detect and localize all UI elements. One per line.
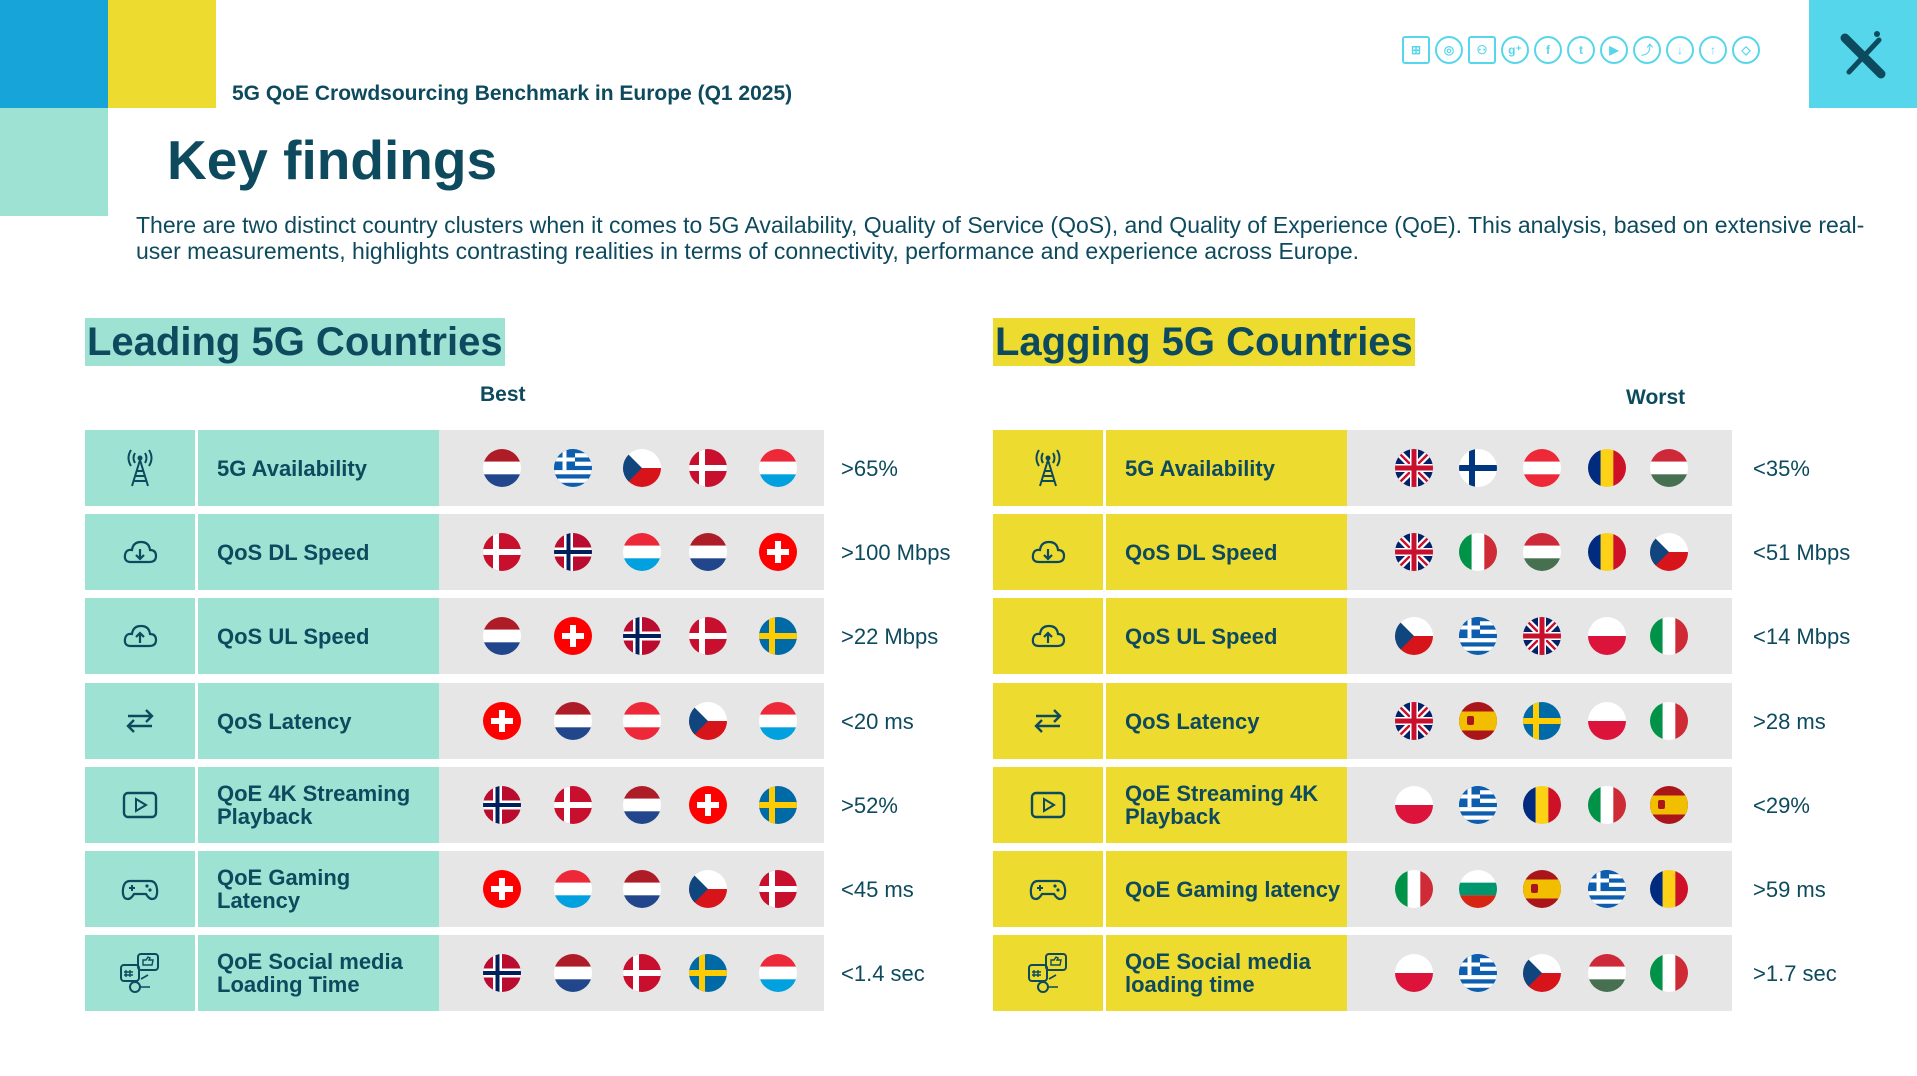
flag-se-icon — [759, 617, 797, 655]
flag-bg-icon — [1459, 870, 1497, 908]
lagging-row — [993, 767, 1732, 843]
metric-threshold-value: <20 ms — [841, 709, 914, 734]
flag-gb-icon — [1395, 449, 1433, 487]
intro-text: There are two distinct country clusters when it comes to 5G Availability, Quality of Service (QoS), and Quality of Experience (QoE). This analysis, based on extensive real-user measurements, highlights contrasting realities in terms of connectivity, performance and experience across Europe. — [136, 212, 1865, 264]
flag-dk-icon — [689, 617, 727, 655]
cloud-upload-icon — [993, 598, 1103, 674]
flag-cz-icon — [623, 449, 661, 487]
country-flags — [1347, 683, 1732, 759]
metric-threshold-value: <14 Mbps — [1753, 624, 1851, 649]
flag-ch-icon — [689, 786, 727, 824]
metric-label: QoS Latency — [1106, 683, 1347, 759]
country-flags — [1347, 430, 1732, 506]
metric-label: QoS DL Speed — [198, 514, 439, 590]
flag-cz-icon — [689, 870, 727, 908]
gamepad-icon — [85, 851, 195, 927]
flag-ro-icon — [1588, 533, 1626, 571]
leading-row — [85, 851, 824, 927]
page-title: Key findings — [167, 129, 498, 191]
flag-no-icon — [554, 533, 592, 571]
flag-dk-icon — [623, 954, 661, 992]
metric-threshold-value: >59 ms — [1753, 877, 1826, 902]
country-flags — [1347, 935, 1732, 1011]
social-media-icon — [993, 935, 1103, 1011]
flag-it-icon — [1459, 533, 1497, 571]
lagging-row — [993, 514, 1732, 590]
facebook-icon: f — [1534, 36, 1562, 64]
metric-threshold-value: >65% — [841, 456, 898, 481]
leading-row — [85, 430, 824, 506]
flag-pl-icon — [1588, 702, 1626, 740]
best-column-label: Best — [480, 383, 526, 406]
flag-es-icon — [1459, 702, 1497, 740]
report-title: 5G QoE Crowdsourcing Benchmark in Europe (Q1 2025) — [232, 82, 793, 105]
flag-gr-icon — [1459, 786, 1497, 824]
metric-threshold-value: <35% — [1753, 456, 1810, 481]
flag-nl-icon — [623, 786, 661, 824]
metric-threshold-value: >1.7 sec — [1753, 961, 1837, 986]
flag-pl-icon — [1588, 617, 1626, 655]
flag-lu-icon — [554, 870, 592, 908]
flag-se-icon — [759, 786, 797, 824]
flag-nl-icon — [554, 702, 592, 740]
flag-it-icon — [1588, 786, 1626, 824]
gamepad-icon: ⚇ — [1468, 36, 1496, 64]
flag-ch-icon — [483, 702, 521, 740]
flag-es-icon — [1523, 870, 1561, 908]
flag-gb-icon — [1395, 533, 1433, 571]
flag-nl-icon — [623, 870, 661, 908]
decor-blue-square — [0, 0, 108, 108]
lagging-row — [993, 598, 1732, 674]
flag-dk-icon — [689, 449, 727, 487]
flag-ch-icon — [759, 533, 797, 571]
network-icon: ⊞ — [1402, 36, 1430, 64]
metric-threshold-value: >28 ms — [1753, 709, 1826, 734]
country-flags — [439, 514, 824, 590]
latency-arrows-icon — [85, 683, 195, 759]
youtube-icon: ▶ — [1600, 36, 1628, 64]
flag-lu-icon — [759, 449, 797, 487]
flag-it-icon — [1650, 954, 1688, 992]
leading-row — [85, 935, 824, 1011]
flag-no-icon — [623, 617, 661, 655]
antenna-tower-icon — [993, 430, 1103, 506]
flag-nl-icon — [483, 617, 521, 655]
flag-no-icon — [483, 954, 521, 992]
flag-it-icon — [1395, 870, 1433, 908]
flag-nl-icon — [689, 533, 727, 571]
metric-label: QoS DL Speed — [1106, 514, 1347, 590]
metric-label: QoE Social media loading time — [1106, 935, 1347, 1011]
leading-row — [85, 514, 824, 590]
flag-se-icon — [689, 954, 727, 992]
cloud-download-icon — [993, 514, 1103, 590]
dns-icon: ◎ — [1435, 36, 1463, 64]
flag-hu-icon — [1523, 533, 1561, 571]
flag-it-icon — [1650, 702, 1688, 740]
route-icon: ⤴ — [1633, 36, 1661, 64]
lagging-row — [993, 683, 1732, 759]
metric-threshold-value: <51 Mbps — [1753, 540, 1851, 565]
country-flags — [1347, 598, 1732, 674]
lagging-row — [993, 851, 1732, 927]
lagging-countries-title: Lagging 5G Countries — [995, 320, 1413, 364]
metric-threshold-value: >52% — [841, 793, 898, 818]
flag-gr-icon — [554, 449, 592, 487]
flag-it-icon — [1650, 617, 1688, 655]
x-logo-icon — [1809, 0, 1917, 108]
metric-threshold-value: <29% — [1753, 793, 1810, 818]
worst-column-label: Worst — [1626, 386, 1686, 409]
decor-yellow-square — [108, 0, 216, 108]
country-flags — [439, 598, 824, 674]
flag-cz-icon — [1523, 954, 1561, 992]
metric-label: QoS UL Speed — [1106, 598, 1347, 674]
country-flags — [1347, 767, 1732, 843]
country-flags — [439, 767, 824, 843]
country-flags — [1347, 514, 1732, 590]
flag-gr-icon — [1588, 870, 1626, 908]
metric-threshold-value: >22 Mbps — [841, 624, 939, 649]
metric-label: 5G Availability — [198, 430, 439, 506]
flag-hu-icon — [1650, 449, 1688, 487]
metric-label: QoE Streaming 4K Playback — [1106, 767, 1347, 843]
decor-mint-square — [0, 108, 108, 216]
leading-countries-title: Leading 5G Countries — [87, 320, 503, 364]
flag-gr-icon — [1459, 617, 1497, 655]
metric-threshold-value: <45 ms — [841, 877, 914, 902]
flag-at-icon — [1523, 449, 1561, 487]
flag-ro-icon — [1523, 786, 1561, 824]
flag-gb-icon — [1395, 702, 1433, 740]
twitter-icon: t — [1567, 36, 1595, 64]
lagging-row — [993, 430, 1732, 506]
google-plus-icon: g⁺ — [1501, 36, 1529, 64]
flag-at-icon — [623, 702, 661, 740]
metric-label: QoS Latency — [198, 683, 439, 759]
leading-row — [85, 767, 824, 843]
metric-label: QoE 4K Streaming Playback — [198, 767, 439, 843]
flag-cz-icon — [1650, 533, 1688, 571]
top-icon-strip — [1402, 36, 1760, 64]
metric-label: QoE Social media Loading Time — [198, 935, 439, 1011]
flag-es-icon — [1650, 786, 1688, 824]
flag-lu-icon — [759, 954, 797, 992]
country-flags — [1347, 851, 1732, 927]
antenna-tower-icon — [85, 430, 195, 506]
country-flags — [439, 851, 824, 927]
cloud-upload-icon — [85, 598, 195, 674]
flag-cz-icon — [1395, 617, 1433, 655]
video-play-icon — [993, 767, 1103, 843]
flag-pl-icon — [1395, 954, 1433, 992]
flag-ch-icon — [483, 870, 521, 908]
metric-label: QoS UL Speed — [198, 598, 439, 674]
flag-nl-icon — [554, 954, 592, 992]
flag-nl-icon — [483, 449, 521, 487]
flag-no-icon — [483, 786, 521, 824]
metric-label: QoE Gaming Latency — [198, 851, 439, 927]
social-media-icon — [85, 935, 195, 1011]
flag-se-icon — [1523, 702, 1561, 740]
flag-lu-icon — [759, 702, 797, 740]
video-play-icon — [85, 767, 195, 843]
metric-threshold-value: <1.4 sec — [841, 961, 925, 986]
country-flags — [439, 430, 824, 506]
metric-label: QoE Gaming latency — [1106, 851, 1347, 927]
cloud-download-icon — [85, 514, 195, 590]
flag-dk-icon — [554, 786, 592, 824]
flag-lu-icon — [623, 533, 661, 571]
flag-hu-icon — [1588, 954, 1626, 992]
metric-label: 5G Availability — [1106, 430, 1347, 506]
gamepad-icon — [993, 851, 1103, 927]
latency-arrows-icon — [993, 683, 1103, 759]
country-flags — [439, 935, 824, 1011]
country-flags — [439, 683, 824, 759]
flag-fi-icon — [1459, 449, 1497, 487]
dropbox-icon: ◇ — [1732, 36, 1760, 64]
flag-dk-icon — [483, 533, 521, 571]
flag-pl-icon — [1395, 786, 1433, 824]
flag-ro-icon — [1588, 449, 1626, 487]
flag-dk-icon — [759, 870, 797, 908]
flag-gb-icon — [1523, 617, 1561, 655]
leading-row — [85, 683, 824, 759]
flag-gr-icon — [1459, 954, 1497, 992]
metric-threshold-value: >100 Mbps — [841, 540, 951, 565]
cloud-download-icon: ↓ — [1666, 36, 1694, 64]
cloud-upload-icon: ↑ — [1699, 36, 1727, 64]
leading-row — [85, 598, 824, 674]
flag-ro-icon — [1650, 870, 1688, 908]
flag-ch-icon — [554, 617, 592, 655]
lagging-row — [993, 935, 1732, 1011]
flag-cz-icon — [689, 702, 727, 740]
